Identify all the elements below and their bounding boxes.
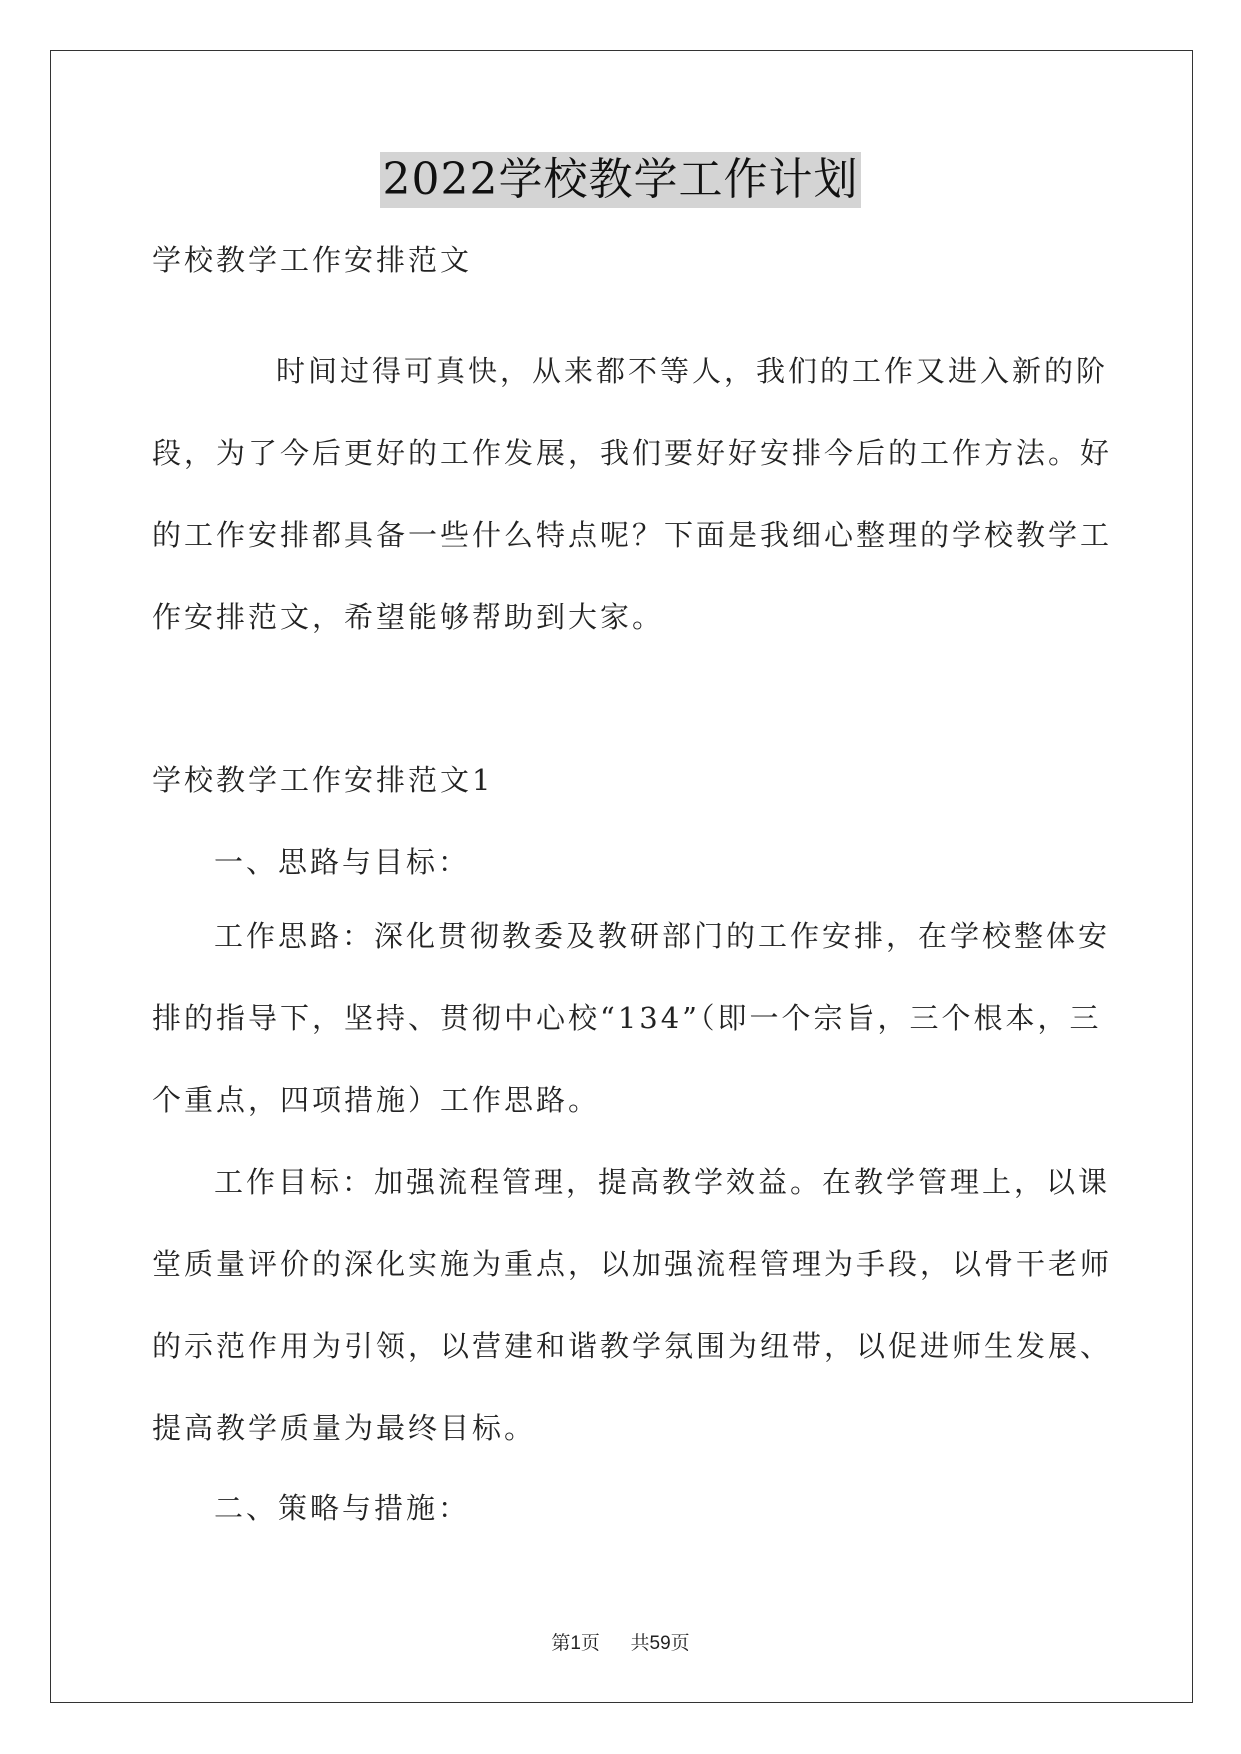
goal-line: 堂质量评价的深化实施为重点，以加强流程管理为手段，以骨干老师 — [152, 1247, 1113, 1281]
document-subtitle: 学校教学工作安排范文 — [152, 243, 473, 277]
intro-paragraph — [152, 330, 1113, 658]
intro-line: 时间过得可真快，从来都不等人，我们的工作又进入新的阶 — [276, 354, 1109, 388]
goal-line: 工作目标：加强流程管理，提高教学效益。在教学管理上，以课 — [214, 1165, 1111, 1199]
document-title: 2022学校教学工作计划 — [380, 152, 862, 208]
intro-line: 作安排范文，希望能够帮助到大家。 — [152, 600, 665, 634]
title-container — [0, 152, 1241, 208]
goal-paragraph — [152, 1141, 1113, 1469]
page-number: 第1页 — [551, 1633, 600, 1654]
page-footer — [0, 1628, 1241, 1655]
thinking-line: 个重点，四项措施）工作思路。 — [152, 1083, 601, 1117]
goal-line: 提高教学质量为最终目标。 — [152, 1411, 537, 1445]
page-total: 共59页 — [630, 1633, 690, 1654]
heading-thinking-goals: 一、思路与目标： — [214, 845, 471, 879]
thinking-paragraph — [152, 895, 1111, 1141]
thinking-line: 排的指导下，坚持、贯彻中心校“134”（即一个宗旨，三个根本，三 — [152, 1001, 1102, 1035]
intro-line: 段，为了今后更好的工作发展，我们要好好安排今后的工作方法。好 — [152, 436, 1113, 470]
thinking-line: 工作思路：深化贯彻教委及教研部门的工作安排，在学校整体安 — [214, 919, 1111, 953]
heading-strategy-measures: 二、策略与措施： — [214, 1491, 471, 1525]
goal-line: 的示范作用为引领，以营建和谐教学氛围为纽带，以促进师生发展、 — [152, 1329, 1113, 1363]
section-title: 学校教学工作安排范文1 — [152, 763, 494, 797]
intro-line: 的工作安排都具备一些什么特点呢？下面是我细心整理的学校教学工 — [152, 518, 1113, 552]
